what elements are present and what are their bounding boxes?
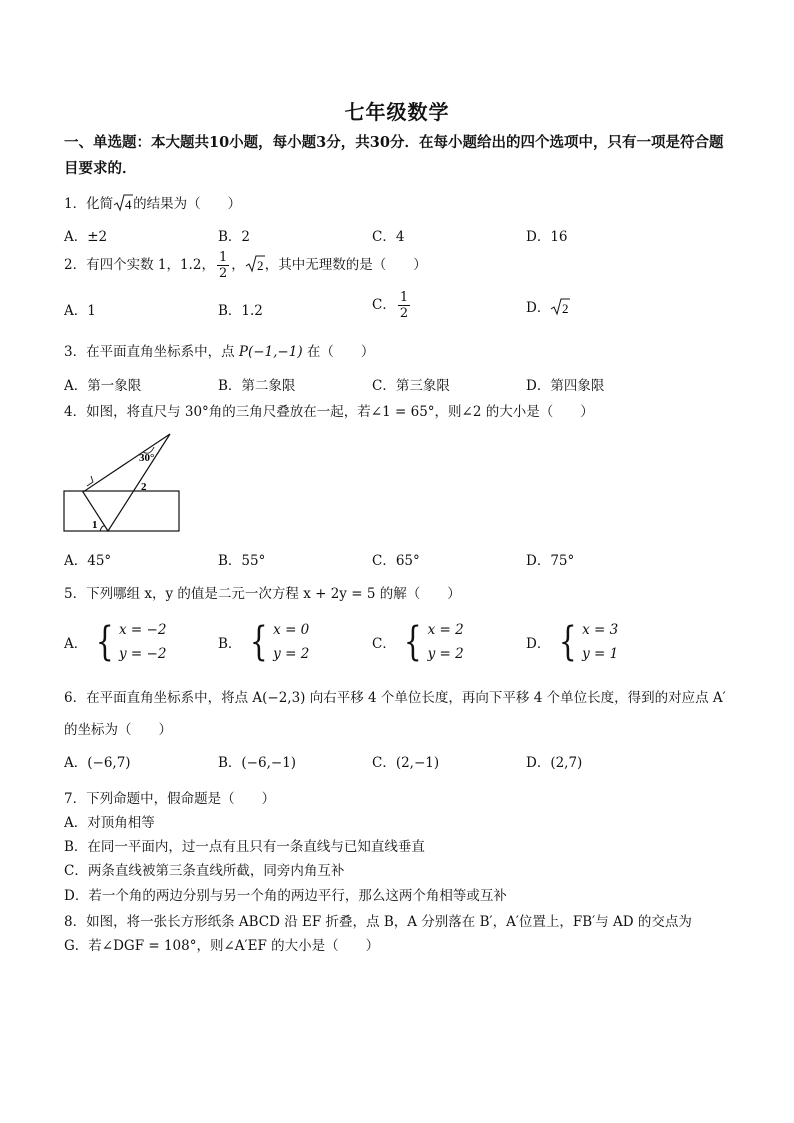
point-p: P(−1,−1) — [238, 344, 303, 360]
sqrt-symbol — [113, 193, 133, 217]
q2-option-d[interactable]: D． 2 — [526, 296, 570, 321]
q7-option-d[interactable]: D．若一个角的两边分别与另一个角的两边平行，那么这两个角相等或互补 — [64, 888, 507, 904]
angle-2-label: 2 — [141, 481, 147, 493]
q4-option-d[interactable]: D．75° — [526, 553, 575, 569]
q2-option-c[interactable]: C． $\frac{1}{2}$ — [372, 290, 409, 321]
section-heading: 一、单选题：本大题共10小题，每小题3分，共30分．在每小题给出的四个选项中，只有一项是符合题目要求的． — [64, 134, 724, 177]
q6-option-c[interactable]: C．(2,−1) — [372, 755, 440, 771]
question-2-tail: ，其中无理数的是（ ） — [264, 257, 427, 273]
right-angle-mark — [87, 476, 93, 486]
ruler-rect — [64, 491, 179, 531]
equation-system-c: { x = 2 y = 2 — [403, 619, 464, 665]
q1-option-a[interactable]: A．±2 — [64, 229, 108, 245]
question-4-stem: 4．如图，将直尺与 30°角的三角尺叠放在一起，若∠1 = 65°，则∠2 的大小是（ ） — [64, 404, 594, 420]
question-7-stem: 7．下列命题中，假命题是（ ） — [64, 791, 276, 807]
q1-option-c[interactable]: C．4 — [372, 229, 405, 245]
question-1-stem — [64, 192, 241, 217]
q6-option-d[interactable]: D．(2,7) — [526, 755, 583, 771]
angle-30-label: 30° — [139, 452, 155, 464]
q2-option-b[interactable]: B．1.2 — [218, 303, 263, 319]
question-3-text: 3．在平面直角坐标系中，点 — [64, 344, 235, 360]
angle-1-arc — [100, 526, 105, 531]
q3-option-a[interactable]: A．第一象限 — [64, 378, 142, 394]
q1-option-d[interactable]: D．16 — [526, 229, 568, 245]
q4-option-a[interactable]: A．45° — [64, 553, 112, 569]
sqrt-symbol — [245, 254, 265, 278]
question-3-tail: 在（ ） — [306, 344, 375, 360]
sqrt-symbol — [550, 297, 570, 321]
q5-option-b[interactable]: B． { x = 0 y = 2 — [218, 619, 310, 665]
page-title: 七年级数学 — [344, 100, 450, 124]
question-3-stem — [64, 340, 374, 360]
q7-option-b[interactable]: B．在同一平面内，过一点有且只有一条直线与已知直线垂直 — [64, 839, 425, 855]
fraction-half: $\frac{1}{2}$ — [399, 290, 409, 321]
svg-text:2: 2 — [562, 300, 569, 316]
question-5-stem: 5．下列哪组 x，y 的值是二元一次方程 x + 2y = 5 的解（ ） — [64, 586, 461, 602]
q1-option-b[interactable]: B．2 — [218, 229, 251, 245]
triangle-shape — [83, 434, 170, 531]
ruler-triangle-figure — [60, 428, 190, 536]
question-6-tail: 的坐标为（ ） — [64, 722, 172, 738]
q3-option-d[interactable]: D．第四象限 — [526, 378, 605, 394]
q7-option-a[interactable]: A．对顶角相等 — [64, 815, 155, 831]
equation-system-d: { x = 3 y = 1 — [558, 619, 619, 665]
question-1-text: 1．化简 — [64, 196, 114, 212]
angle-1-label: 1 — [92, 519, 98, 531]
q3-option-b[interactable]: B．第二象限 — [218, 378, 296, 394]
q5-option-d[interactable]: D． { x = 3 y = 1 — [526, 619, 619, 665]
q4-option-b[interactable]: B．55° — [218, 553, 266, 569]
q7-option-c[interactable]: C．两条直线被第三条直线所截，同旁内角互补 — [64, 863, 345, 879]
q6-option-b[interactable]: B．(−6,−1) — [218, 755, 297, 771]
fraction-half: $\frac{1}{2}$ — [218, 250, 228, 281]
question-8-tail: G．若∠DGF = 108°，则∠A′EF 的大小是（ ） — [64, 938, 380, 954]
q6-option-a[interactable]: A．(−6,7) — [64, 755, 131, 771]
question-2-text: 2．有四个实数 1，1.2， — [64, 257, 215, 273]
sqrt-arg: 4 — [125, 196, 132, 212]
q5-option-a[interactable]: A． { x = −2 y = −2 — [64, 619, 167, 665]
equation-system-a: { x = −2 y = −2 — [95, 619, 167, 665]
question-1-tail: 的结果为（ ） — [133, 196, 242, 212]
q4-option-c[interactable]: C．65° — [372, 553, 420, 569]
question-6-stem: 6．在平面直角坐标系中，将点 A(−2,3) 向右平移 4 个单位长度，再向下平移 4 个单位长度，得到的对应点 A′ — [64, 690, 726, 706]
q5-option-c[interactable]: C． { x = 2 y = 2 — [372, 619, 464, 665]
question-8-stem: 8．如图，将一张长方形纸条 ABCD 沿 EF 折叠，点 B，A 分别落在 B′，A′位置上，FB′与 AD 的交点为 — [64, 914, 692, 930]
q3-option-c[interactable]: C．第三象限 — [372, 378, 450, 394]
q2-option-a[interactable]: A．1 — [64, 303, 96, 319]
svg-text:2: 2 — [256, 257, 264, 273]
equation-system-b: { x = 0 y = 2 — [249, 619, 310, 665]
question-2-stem: 2．有四个实数 1，1.2， $\frac{1}{2}$ ， 2 ，其中无理数的是（ ） — [64, 250, 427, 281]
